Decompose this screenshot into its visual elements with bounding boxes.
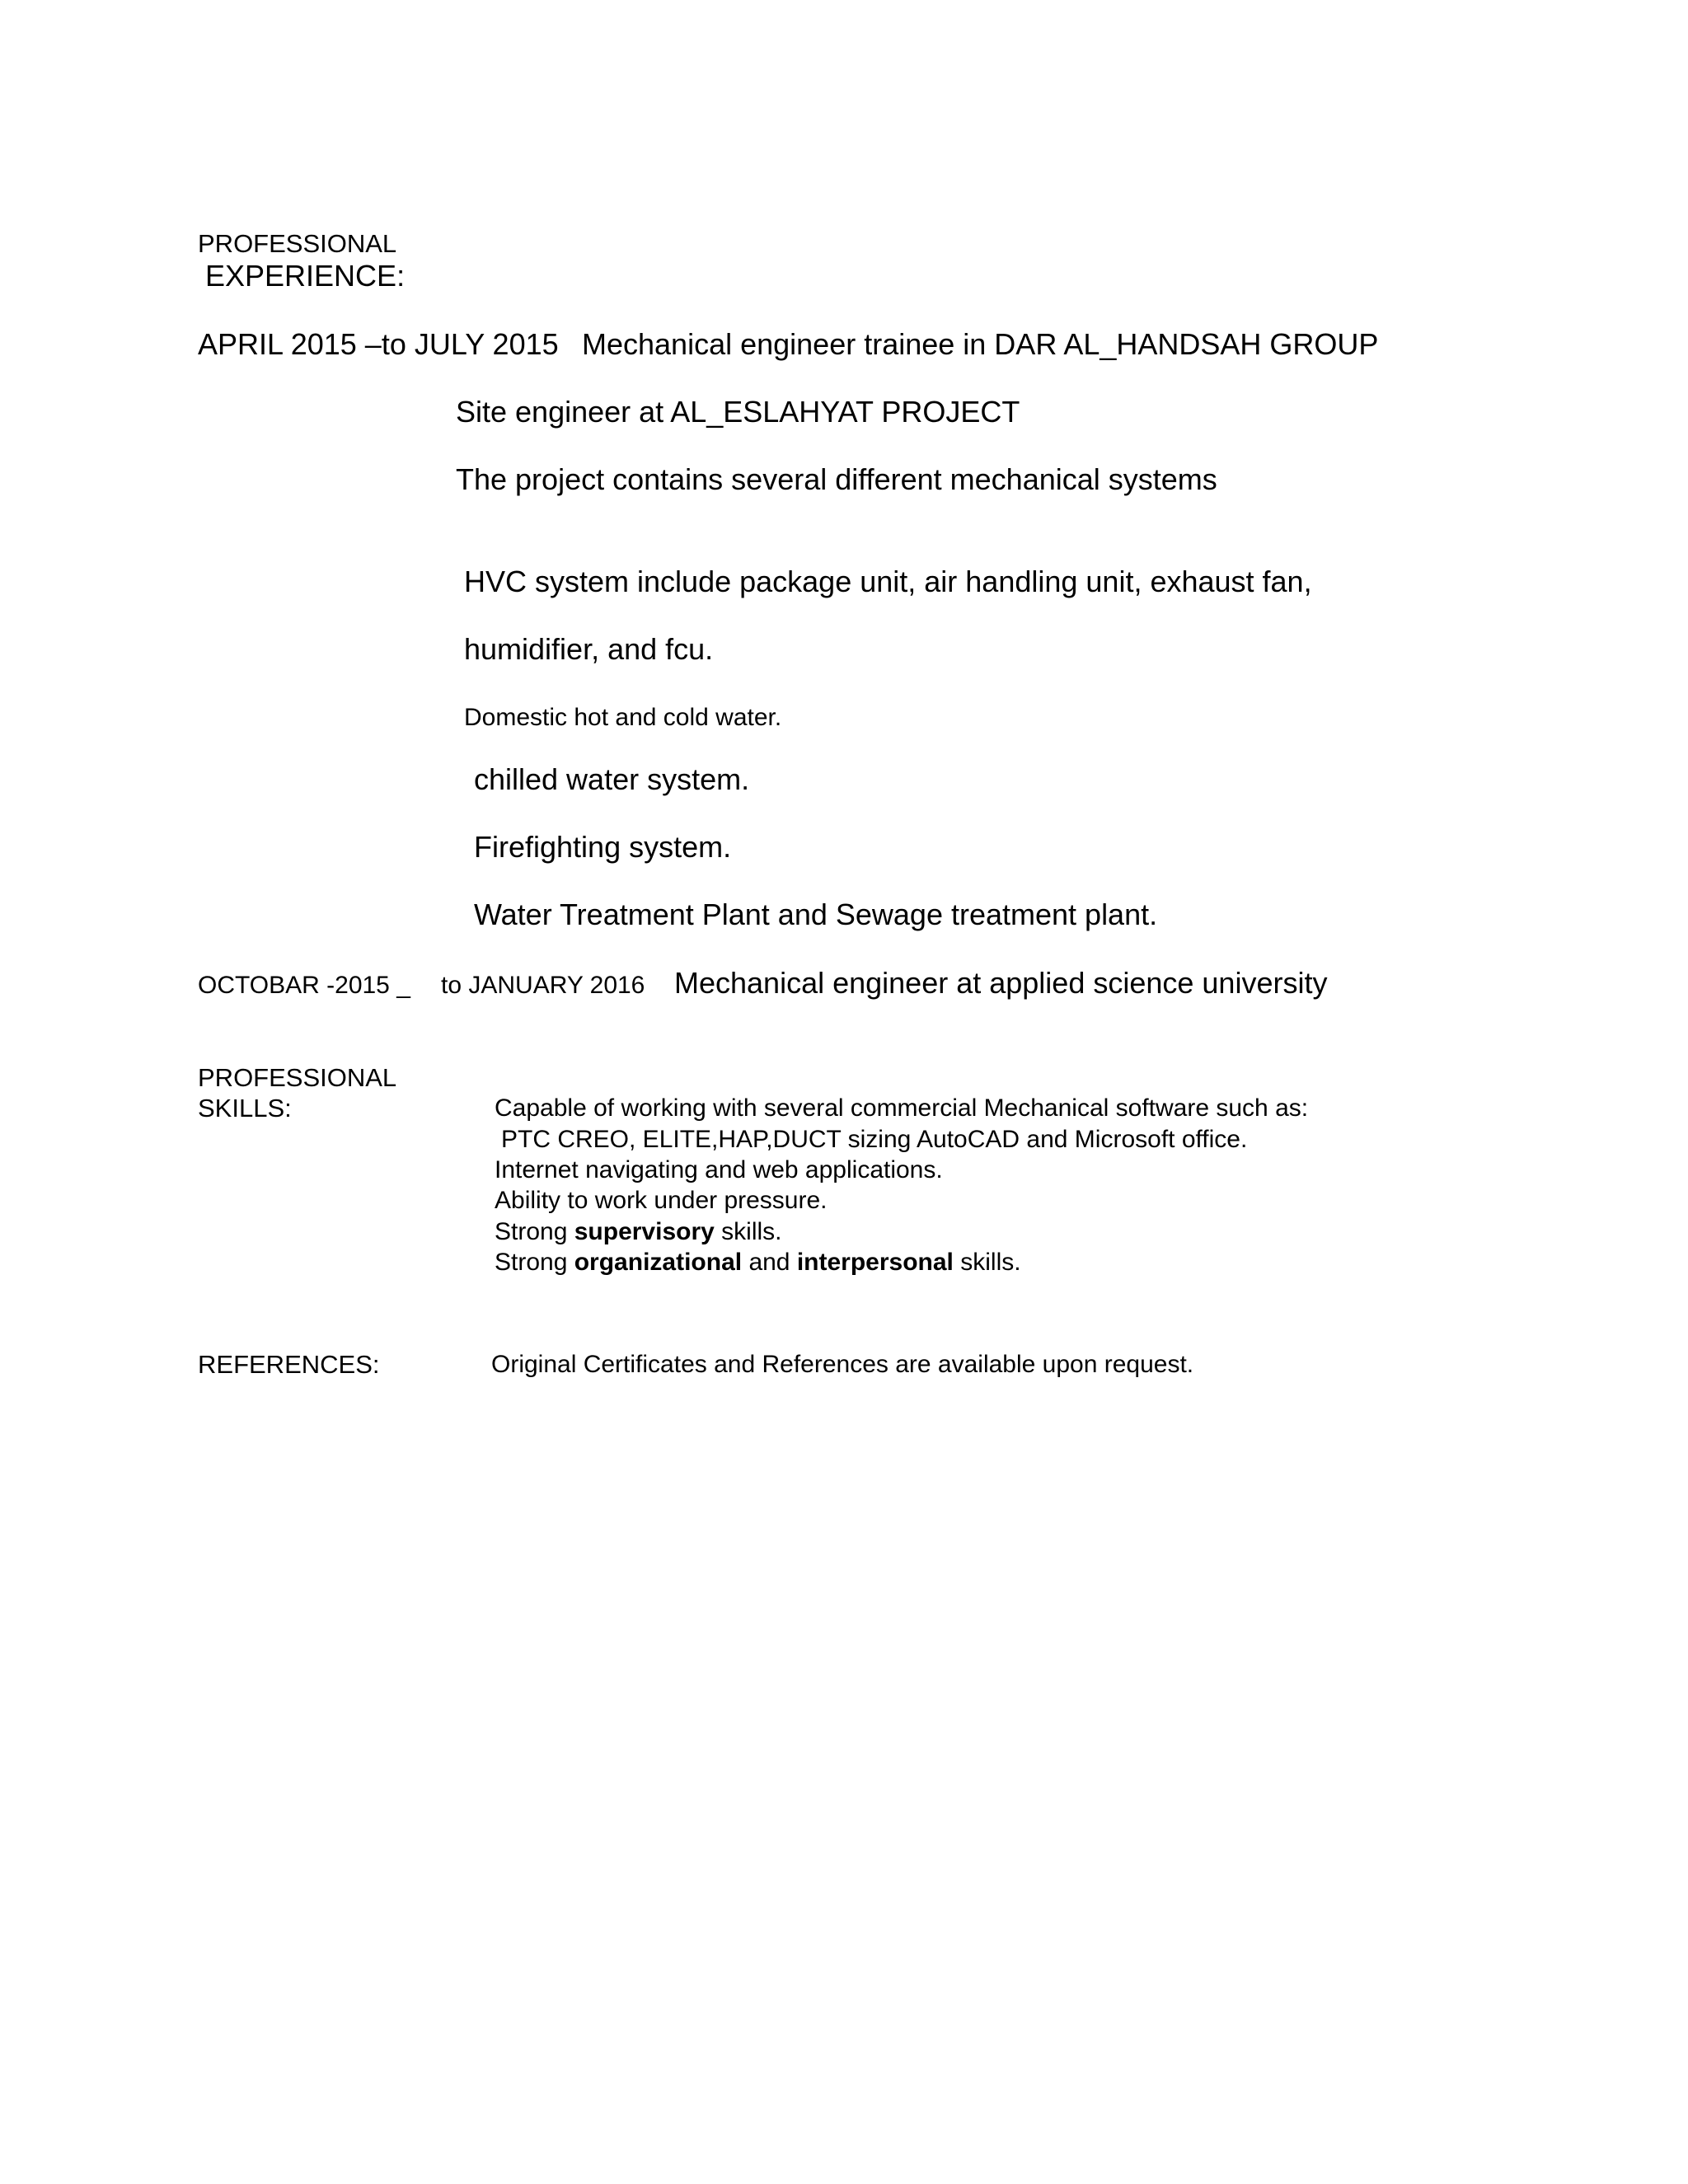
skills-line6 — [495, 1250, 1021, 1275]
job1-site: Site engineer at AL_ESLAHYAT PROJECT — [456, 395, 1020, 429]
skills-line6-pre: Strong — [495, 1249, 568, 1276]
job1-domestic: Domestic hot and cold water. — [464, 704, 782, 731]
job1-firefighting: Firefighting system. — [474, 830, 732, 864]
skills-line5 — [495, 1220, 782, 1244]
skills-line1: Capable of working with several commercial Mechanical software such as: — [495, 1094, 1309, 1122]
skills-line4: Ability to work under pressure. — [495, 1187, 828, 1214]
job1-chilled: chilled water system. — [474, 762, 750, 796]
job1-hvc-line2: humidifier, and fcu. — [464, 632, 714, 666]
skills-line3: Internet navigating and web applications. — [495, 1156, 943, 1183]
skills-line5-post: skills. — [721, 1218, 782, 1245]
skills-line5-bold: supervisory — [574, 1218, 715, 1245]
skills-heading-line1: PROFESSIONAL — [198, 1063, 397, 1092]
job1-dates: APRIL 2015 –to JULY 2015 — [198, 327, 559, 361]
job1-title: Mechanical engineer trainee in DAR AL_HANDSAH GROUP — [582, 327, 1379, 361]
skills-line5-pre: Strong — [495, 1218, 568, 1245]
skills-line6-mid: and — [748, 1249, 790, 1276]
job1-project-intro: The project contains several different mechanical systems — [456, 462, 1217, 496]
job2-dates-start: OCTOBAR -2015 _ — [198, 972, 410, 999]
skills-line2: PTC CREO, ELITE,HAP,DUCT sizing AutoCAD and Microsoft office. — [501, 1126, 1248, 1153]
skills-line6-bold1: organizational — [574, 1249, 743, 1276]
skills-line6-post: skills. — [960, 1249, 1021, 1276]
skills-line6-bold2: interpersonal — [796, 1249, 954, 1276]
job1-water-treatment: Water Treatment Plant and Sewage treatment plant. — [474, 898, 1158, 931]
job1-hvc-line1: HVC system include package unit, air handling unit, exhaust fan, — [464, 565, 1312, 598]
references-heading: REFERENCES: — [198, 1350, 380, 1379]
experience-heading-line1: PROFESSIONAL — [198, 229, 397, 258]
job2-dates-end: to JANUARY 2016 — [441, 972, 645, 999]
experience-heading-line2: EXPERIENCE: — [205, 259, 406, 293]
skills-heading-line2: SKILLS: — [198, 1094, 292, 1122]
references-text: Original Certificates and References are available upon request. — [491, 1351, 1194, 1378]
job2-title: Mechanical engineer at applied science university — [674, 966, 1328, 1000]
